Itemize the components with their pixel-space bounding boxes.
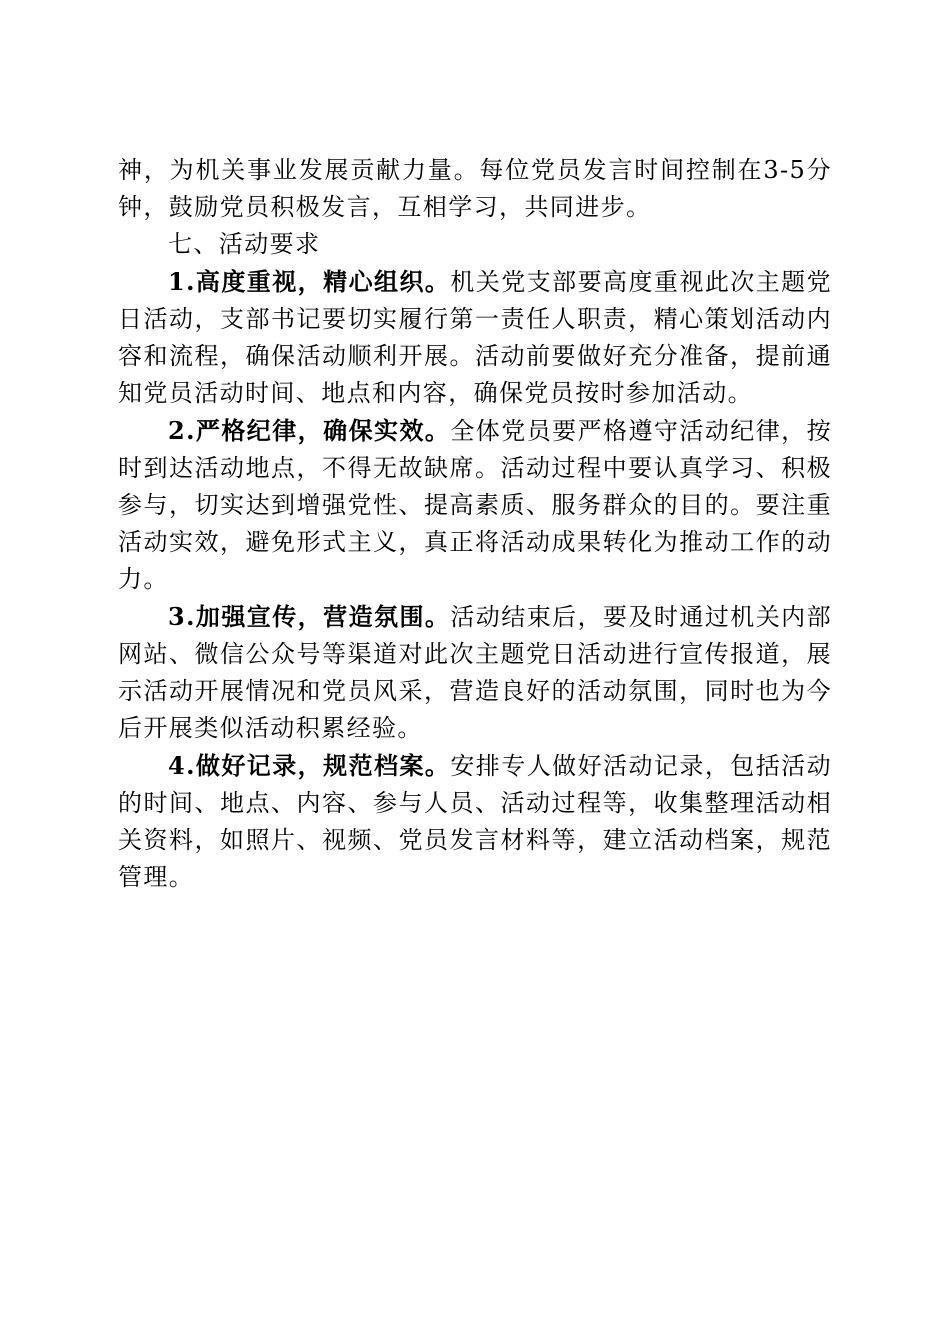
intro-paragraph: 神，为机关事业发展贡献力量。每位党员发言时间控制在3-5分钟，鼓励党员积极发言，互相学习，共同进步。 <box>118 156 832 221</box>
requirement-item-1-lead: 1.高度重视，精心组织。 <box>168 267 451 296</box>
requirement-item-1 <box>118 263 832 412</box>
requirement-item-3-body: 活动结束后，要及时通过机关内部网站、微信公众号等渠道对此次主题党日活动进行宣传报道，展示活动开展情况和党员风采，营造良好的活动氛围，同时也为今后开展类似活动积累经验。 <box>118 603 832 742</box>
requirement-item-2 <box>118 412 832 598</box>
requirement-item-1-body: 机关党支部要高度重视此次主题党日活动，支部书记要切实履行第一责任人职责，精心策划活动内容和流程，确保活动顺利开展。活动前要做好充分准备，提前通知党员活动时间、地点和内容，确保党员按时参加活动。 <box>118 268 832 407</box>
requirement-item-4 <box>118 747 832 896</box>
requirement-item-3 <box>118 598 832 747</box>
requirement-item-2-body: 全体党员要严格遵守活动纪律，按时到达活动地点，不得无故缺席。活动过程中要认真学习、积极参与，切实达到增强党性、提高素质、服务群众的目的。要注重活动实效，避免形式主义，真正将活动成果转化为推动工作的动力。 <box>118 417 832 593</box>
requirement-item-4-body: 安排专人做好活动记录，包括活动的时间、地点、内容、参与人员、活动过程等，收集整理活动相关资料，如照片、视频、党员发言材料等，建立活动档案，规范管理。 <box>118 752 832 891</box>
requirement-item-3-lead: 3.加强宣传，营造氛围。 <box>168 602 451 631</box>
requirement-item-2-lead: 2.严格纪律，确保实效。 <box>168 416 451 445</box>
document-page <box>118 152 832 896</box>
section-heading: 七、活动要求 <box>168 230 321 258</box>
requirement-item-4-lead: 4.做好记录，规范档案。 <box>168 751 451 780</box>
